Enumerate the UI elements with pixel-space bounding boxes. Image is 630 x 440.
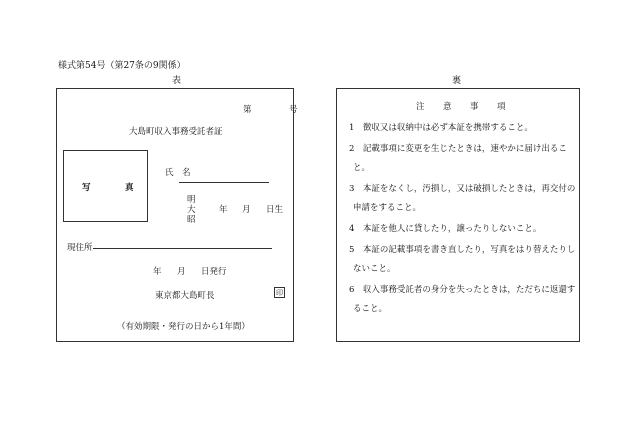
address-underline xyxy=(93,248,272,249)
note-line: ること。 xyxy=(353,304,388,314)
address-label: 現住所 xyxy=(67,243,93,253)
notes-title: 注 意 事 項 xyxy=(416,102,507,112)
birth-month-label: 月 xyxy=(242,205,251,215)
form-title: 様式第54号（第27条の9関係） xyxy=(58,61,186,71)
note-line: ないこと。 xyxy=(353,264,396,274)
birth-day-label: 日生 xyxy=(266,205,284,215)
note-line: 1 徴収又は収納中は必ず本証を携帯すること。 xyxy=(349,123,533,133)
back-side-label: 裏 xyxy=(452,76,462,86)
issue-day-label: 日発行 xyxy=(201,267,227,277)
note-line: 2 記載事項に変更を生じたときは，速やかに届け出るこ xyxy=(349,144,567,154)
birth-year-label: 年 xyxy=(219,205,228,215)
number-suffix: 号 xyxy=(289,105,298,115)
photo-label-2: 真 xyxy=(125,183,134,193)
seal-box: 印 xyxy=(276,289,283,297)
card-back xyxy=(336,88,580,342)
issue-month-label: 月 xyxy=(177,267,186,277)
issuer-name: 東京都大島町長 xyxy=(155,291,215,301)
note-line: 4 本証を他人に貸したり，譲ったりしないこと。 xyxy=(349,224,542,234)
note-line: と。 xyxy=(353,163,371,173)
note-line: 申請をすること。 xyxy=(353,203,422,213)
card-title: 大島町収入事務受託者証 xyxy=(129,127,223,137)
number-prefix: 第 xyxy=(243,105,252,115)
validity-note: （有効期限・発行の日から1年間） xyxy=(117,322,250,332)
issue-year-label: 年 xyxy=(153,267,162,277)
photo-label-1: 写 xyxy=(82,183,91,193)
photo-box xyxy=(63,150,148,222)
card-front xyxy=(56,88,298,342)
note-line: 3 本証をなくし，汚損し，又は破損したときは，再交付の xyxy=(349,184,576,194)
era-showa: 昭 xyxy=(187,215,196,225)
name-label: 氏 名 xyxy=(165,168,191,178)
name-underline xyxy=(179,182,269,183)
note-line: 6 収入事務受託者の身分を失ったときは，ただちに返還す xyxy=(349,285,576,295)
era-taisho: 大 xyxy=(187,205,196,215)
front-side-label: 表 xyxy=(172,76,182,86)
note-line: 5 本証の記載事項を書き直したり，写真をはり替えたりし xyxy=(349,245,576,255)
era-meiji: 明 xyxy=(187,195,196,205)
